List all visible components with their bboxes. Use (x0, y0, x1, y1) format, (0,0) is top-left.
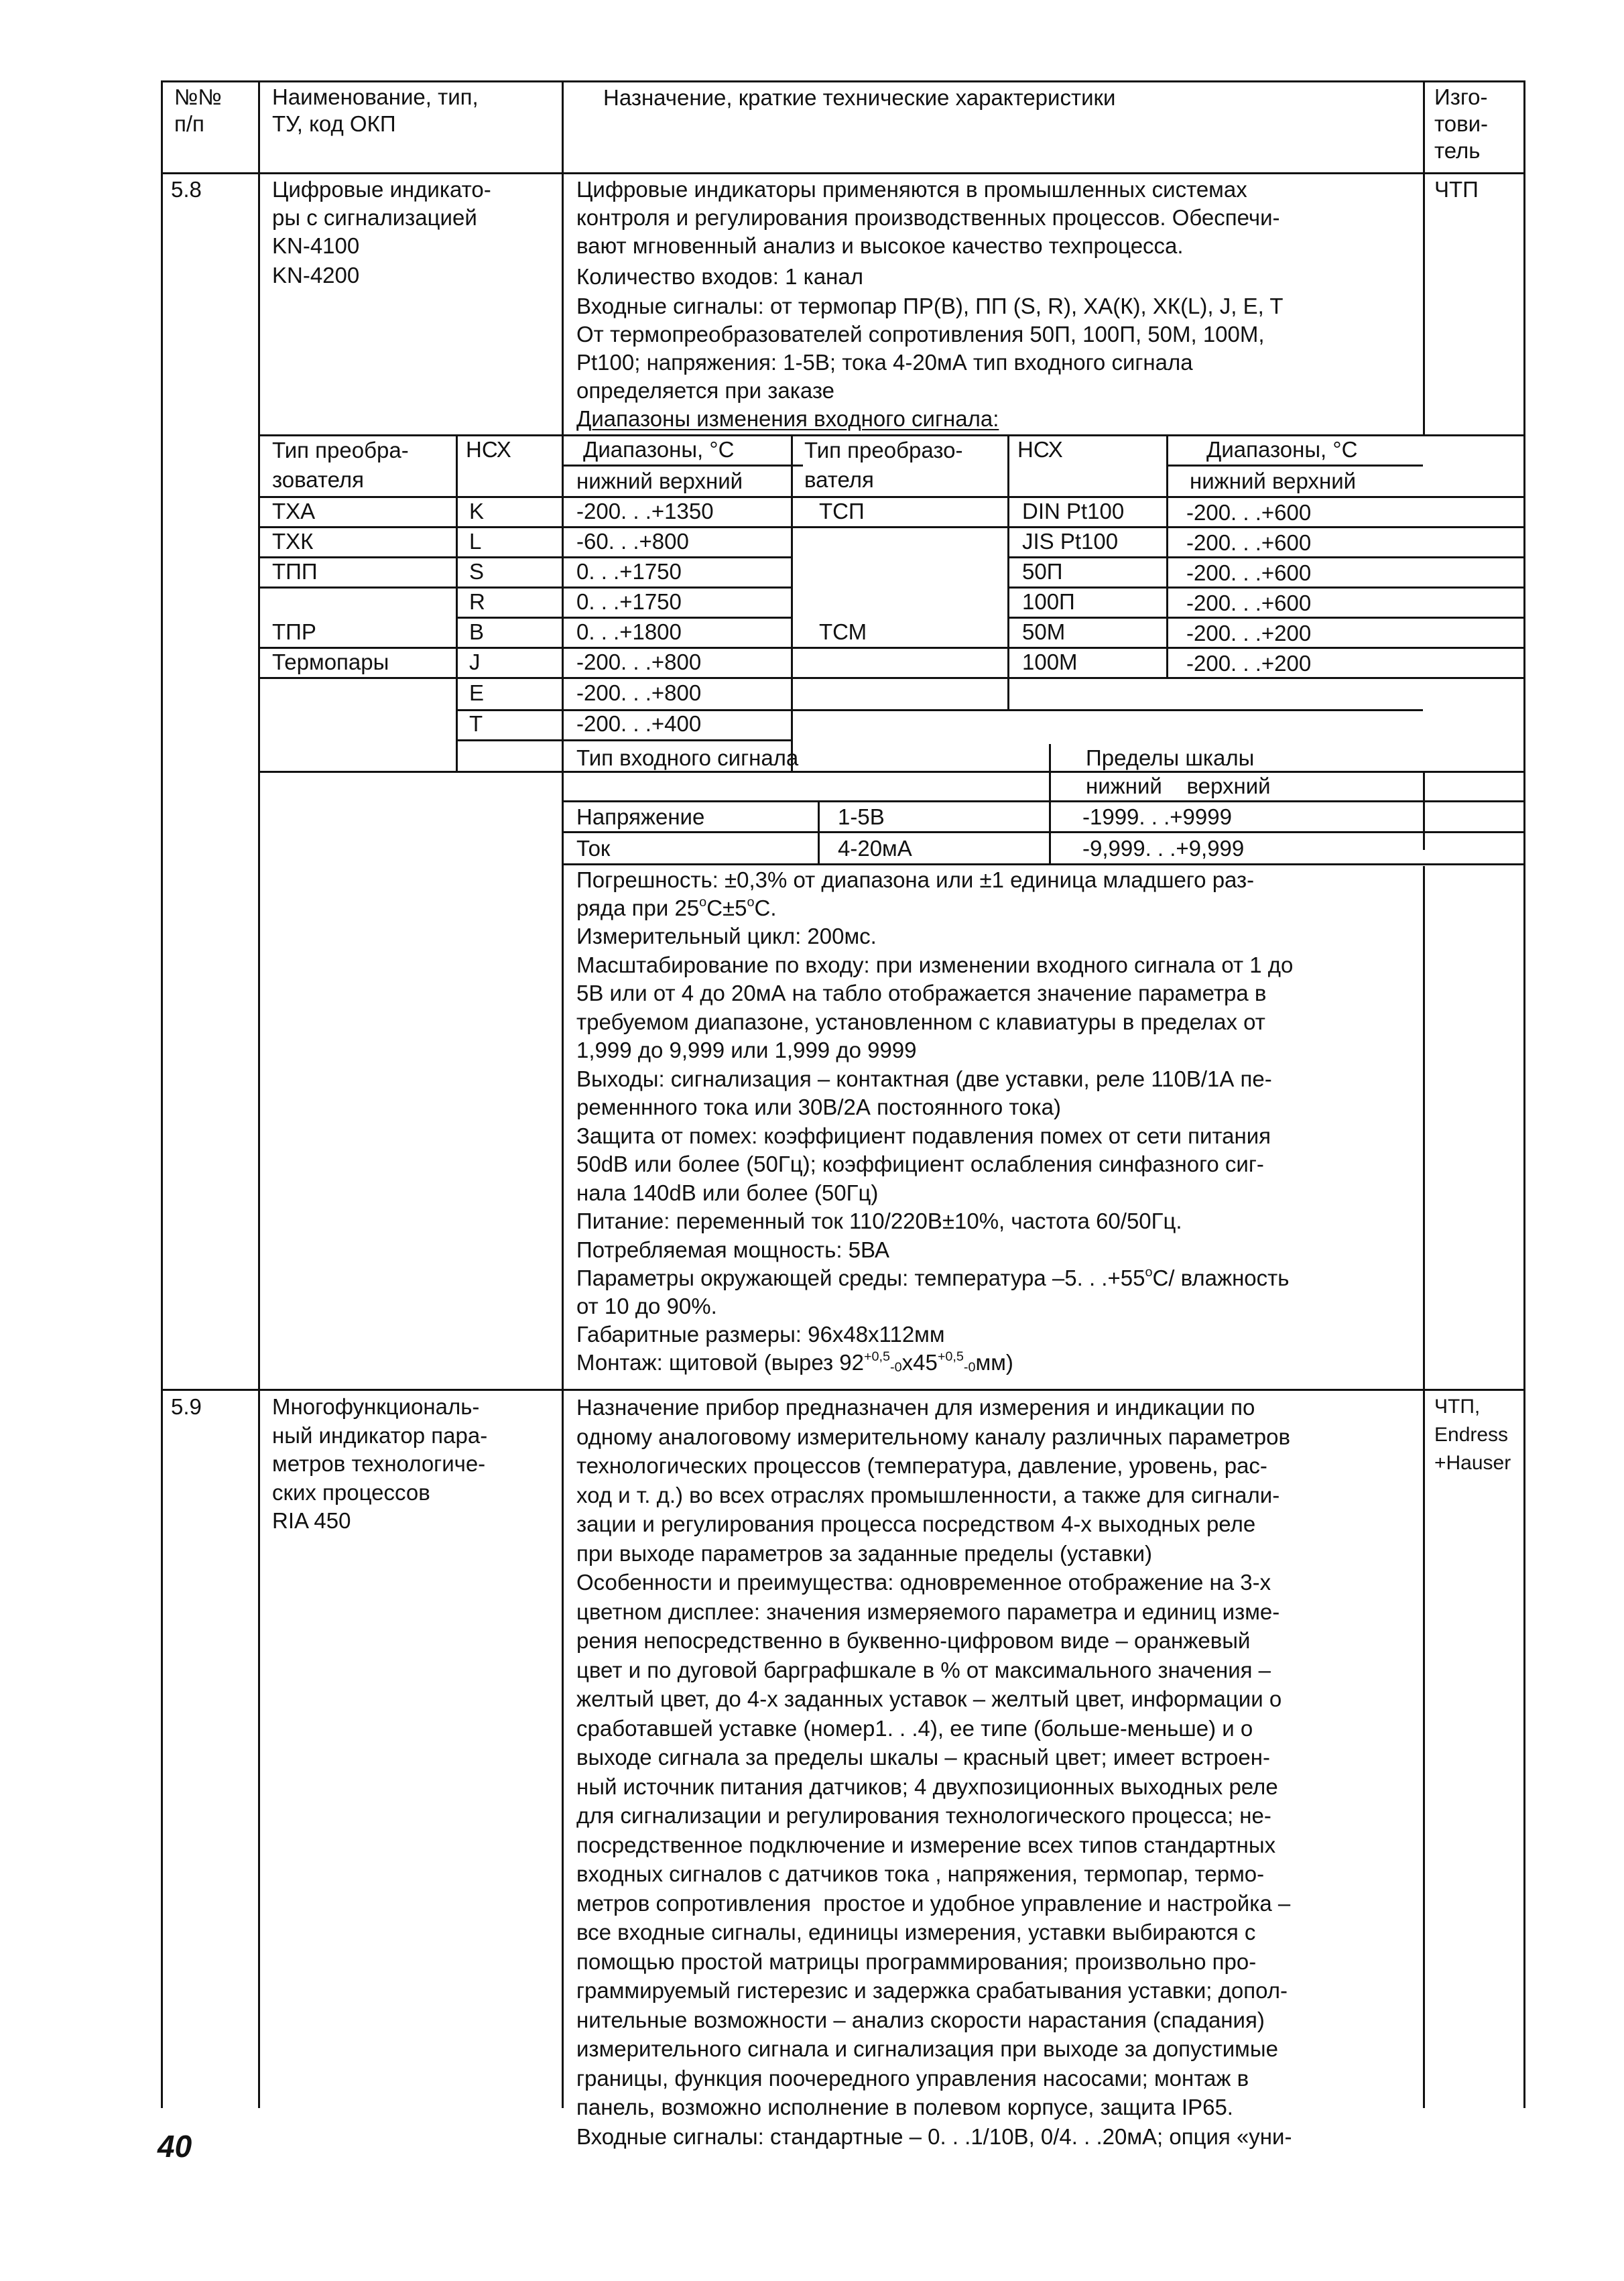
tbl-right-range: -200. . .+600 (1186, 591, 1312, 615)
tbl-left-nsx: K (469, 499, 485, 523)
sig-v1 (818, 800, 820, 863)
tbl-h-end (258, 496, 1525, 498)
row58-dims: Габаритные размеры: 96х48х112мм (576, 1322, 945, 1347)
tbl-left-nsx: B (469, 619, 485, 644)
tbl-right-type: ТСП (819, 499, 865, 523)
sig-row-range: -9,999. . .+9,999 (1082, 836, 1245, 861)
sig-h-end (562, 800, 1525, 802)
tbl-left-range: -200. . .+400 (576, 711, 702, 736)
row59-name: Многофункциональ- ный индикатор пара- метров технологиче- ских процессов RIA 450 (272, 1394, 488, 1533)
col-border-name (258, 80, 260, 2108)
tbl-left-range: 0. . .+1750 (576, 559, 682, 584)
sig-row-range: -1999. . .+9999 (1082, 804, 1232, 829)
tbl-h-mid2 (1166, 465, 1423, 467)
tbl-v-nsx1 (456, 434, 458, 771)
sig-r1 (562, 831, 1525, 833)
tbl-r5 (258, 647, 1525, 649)
col-border-right (1523, 80, 1525, 2108)
tbl-right-type: ТСМ (819, 619, 867, 644)
tbl-right-range: -200. . .+600 (1186, 500, 1312, 525)
sig-row-name: Напряжение (576, 804, 705, 829)
tbl-left-type: ТПР (272, 619, 316, 644)
row58-signals: Входные сигналы: от термопар ПР(В), ПП (S, R), ХА(К), ХК(L), J, E, T От термопреобразователей сопротивления 50П, 100П, 50М, 100М, Pt100; напряжения: 1-5В; тока 4-20мА тип входного сигнала определяется при заказе (576, 294, 1284, 403)
col-border-maker (1423, 80, 1425, 434)
tbl-right-range: -200. . .+200 (1186, 621, 1312, 645)
tbl-left-type: ТПП (272, 559, 318, 584)
tbl-left-range: 0. . .+1750 (576, 589, 682, 614)
row58-accuracy: Погрешность: ±0,3% от диапазона или ±1 единица младшего раз- ряда при $25^оС\pm 5^оС$. (576, 867, 1255, 920)
row58-specs: Измерительный цикл: 200мс. Масштабирование по входу: при изменении входного сигнала от 1 до 5В или от 4 до 20мА на табло отображается значение параметра в требуемом диапазоне, установленном с клавиатуры в пределах от 1,999 до 9,999 или 1,999 до 9999 Выходы: сигнализация – контактная (две уставки, реле 110В/1А пе- ременнного тока или 30В/2А постоянного тока) Защита от помех: коэффициент подавления помех от сети питания 50dB или более (50Гц); коэффициент ослабления синфазного сиг- нала 140dB или более (50Гц) Питание: переменный ток 110/220В±10%, частота 60/50Гц. Потребляемая мощность: 5ВА (576, 924, 1294, 1262)
row58-inputs: Количество входов: 1 канал (576, 264, 864, 289)
tbl-r3 (258, 587, 791, 589)
tbl-left-nsx: J (469, 650, 481, 674)
tbl-v-rng2 (1166, 434, 1168, 677)
tbl-h-range1: Диапазоны, °С (583, 437, 735, 462)
tbl-left-range: -200. . .+800 (576, 680, 702, 705)
tbl-h-lohi2: нижний верхний (1190, 469, 1357, 493)
row58-intro: Цифровые индикаторы применяются в промышленных системах контроля и регулирования производственных процессов. Обеспечи- вают мгновенный анализ и высокое качество техпроцесса. (576, 177, 1280, 258)
col-border-left (161, 80, 163, 2108)
row-border-header (161, 172, 1525, 174)
tbl-left-nsx: L (469, 529, 482, 554)
tbl-right-nsx: DIN Pt100 (1022, 499, 1125, 523)
tbl-r8 (456, 739, 791, 741)
tbl-left-type: ТХК (272, 529, 314, 554)
col-border-maker3 (1423, 866, 1425, 1389)
tbl-v-nsx2 (1007, 434, 1009, 709)
tbl-r2 (258, 556, 791, 558)
tbl-r1 (258, 526, 1525, 528)
tbl-h-mid (562, 465, 803, 467)
row59-num: 5.9 (171, 1394, 202, 1419)
row58-name2: KN-4200 (272, 263, 360, 288)
tbl-right-nsx: JIS Pt100 (1022, 529, 1119, 554)
tbl-right-range: -200. . .+200 (1186, 651, 1312, 676)
col-border-maker4 (1423, 1389, 1425, 2108)
tbl-right-range: -200. . .+600 (1186, 560, 1312, 585)
tbl-right-nsx: 100М (1022, 650, 1078, 674)
row58-name: Цифровые индикато- ры с сигнализацией KN-4100 (272, 177, 491, 258)
header-maker: Изго- тови- тель (1434, 84, 1489, 163)
tbl-h-nsx2: НСХ (1017, 437, 1063, 462)
row-border-top (161, 80, 1525, 82)
tbl-left-range: 0. . .+1800 (576, 619, 682, 644)
sig-row-val: 4-20мА (838, 836, 912, 861)
sig-h-limits: Пределы шкалы (1086, 745, 1255, 770)
tbl-left-type: ТХА (272, 499, 316, 523)
header-purpose: Назначение, краткие технические характеристики (603, 85, 1116, 110)
sig-h-lohi: нижний верхний (1086, 774, 1271, 798)
tbl-left-nsx: S (469, 559, 485, 584)
tbl-h-range2: Диапазоны, °С (1206, 437, 1358, 462)
tbl-left-nsx: R (469, 589, 485, 614)
row58-ranges-title: Диапазоны изменения входного сигнала: (576, 406, 999, 431)
sig-h-type: Тип входного сигнала (576, 745, 799, 770)
tbl-left-type: Термопары (272, 650, 389, 674)
tbl-right-range: -200. . .+600 (1186, 530, 1312, 555)
tbl-h-nsx1: НСХ (466, 437, 511, 462)
header-num: №№ п/п (174, 84, 222, 136)
tbl-right-nsx: 50М (1022, 619, 1066, 644)
tbl-left-range: -60. . .+800 (576, 529, 689, 554)
row58-maker: ЧТП (1434, 177, 1479, 202)
row59-text: Назначение прибор предназначен для измерения и индикации по одному аналоговому измерительному каналу различных параметров технологических процессов (температура, давление, уровень, рас- ход и т. д.) во всех отраслях промышленности, а также для сигнали- зации и регулирования процесса посредством 4-х выходных реле при выходе параметров за заданные пределы (уставки) Особенности и преимущества: одновременное отображение на 3-х цветном дисплее: значения измеряемого параметра и единиц изме- рения непосредственно в буквенно-цифровом виде – оранжевый цвет и по дуговой барграфшкале в % от максимального значения – желтый цвет, до 4-х заданных уставок – желтый цвет, информации о сработавшей уставке (номер1. . .4), ее типе (больше-меньше) и о выходе сигнала за пределы шкалы – красный цвет; имеет встроен- ный источник питания датчиков; 4 двухпозиционных выходных реле для сигнализации и регулирования технологического процесса; не- посредственное подключение и измерение всех типов стандартных входных сигналов с датчиков тока , напряжения, термопар, термо- метров сопротивления простое и удобное управление и настройка – все входные сигналы, единицы измерения, уставки выбираются с помощью простой матрицы программирования; произвольно про- граммируемый гистерезис и задержка срабатывания уставки; допол- нительные возможности – анализ скорости нарастания (спадания) измерительного сигнала и сигнализация при выходе за допустимые границы, функция поочередного управления насосами; монтаж в панель, возможно исполнение в полевом корпусе, защита IP65. Входные сигналы: стандартные – 0. . .1/10В, 0/4. . .20мА; опция «уни- (576, 1395, 1292, 2149)
sig-v2 (1049, 744, 1051, 863)
header-name: Наименование, тип, ТУ, код ОКП (272, 84, 479, 136)
tbl-h-lohi1: нижний верхний (576, 469, 743, 493)
row58-num: 5.8 (171, 177, 202, 202)
tbl-right-nsx: 100П (1022, 589, 1075, 614)
tbl-h-type1: Тип преобра- зователя (272, 438, 409, 492)
sig-r2 (562, 863, 1525, 865)
tbl-left-nsx: T (469, 711, 483, 736)
tbl-left-nsx: E (469, 680, 485, 705)
row-border-58 (161, 1389, 1525, 1391)
tbl-v-rng1 (791, 434, 793, 771)
tbl-h-type2: Тип преобразо- вателя (804, 438, 963, 492)
page-number: 40 (158, 2129, 192, 2164)
row58-environment-2: от 10 до 90%. (576, 1294, 717, 1318)
tbl-r6 (258, 677, 1525, 679)
col-border-text (562, 80, 564, 2108)
tbl-right-nsx: 50П (1022, 559, 1063, 584)
row58-mount: Монтаж: щитовой (вырез $92^{+0,5}_{-0}х45^{+0,5}_{-0}мм$) (576, 1349, 1013, 1375)
tbl-left-range: -200. . .+1350 (576, 499, 714, 523)
sig-row-val: 1-5В (838, 804, 885, 829)
sig-row-name: Ток (576, 836, 611, 861)
row58-environment: Параметры окружающей среды: температура –5. . $.+55^оС/$ влажность (576, 1265, 1290, 1290)
col-border-maker2 (1423, 771, 1425, 850)
row59-maker: ЧТП, Endress +Hauser (1434, 1396, 1511, 1474)
tbl-left-range: -200. . .+800 (576, 650, 702, 674)
